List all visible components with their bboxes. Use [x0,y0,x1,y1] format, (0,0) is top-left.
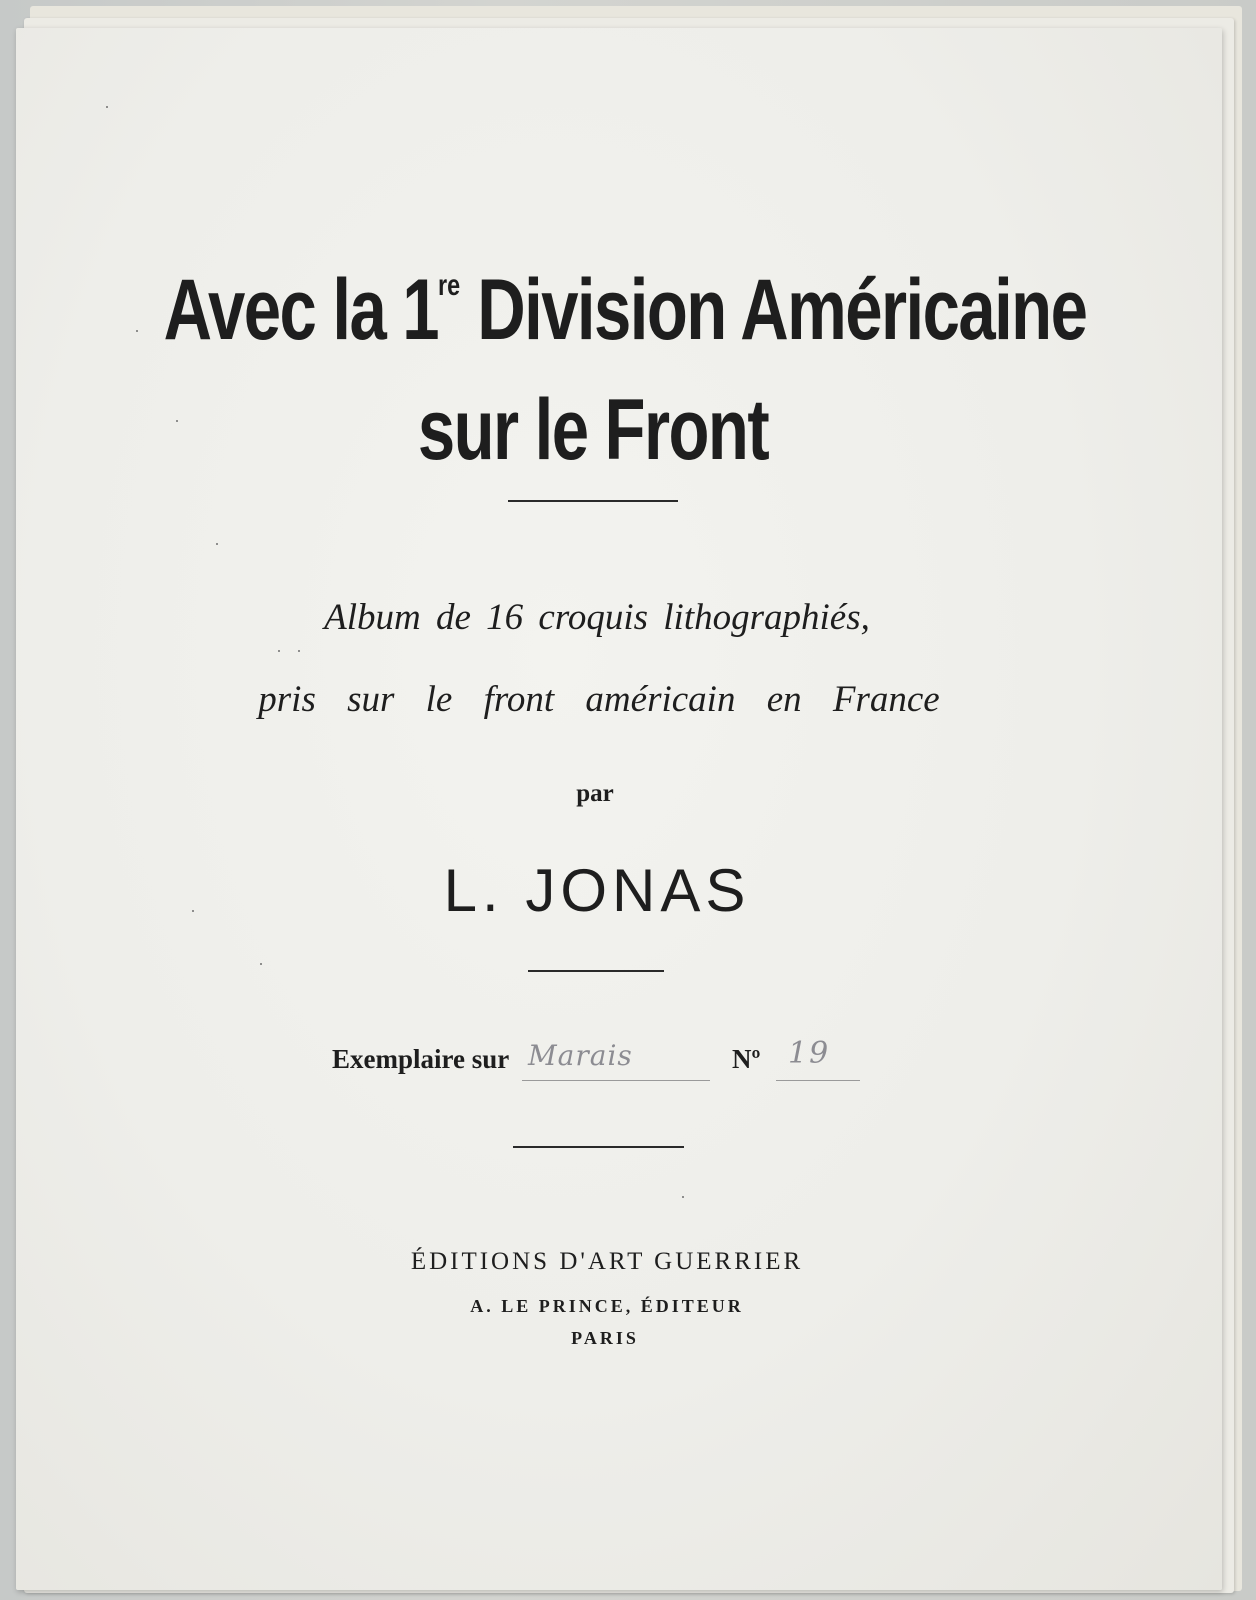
fill-in-line [522,1080,710,1081]
paper-speck [278,650,280,652]
paper-speck [106,106,108,108]
title-line-2: sur le Front [417,382,769,478]
paper-speck [192,910,194,912]
handwritten-paper-type: Marais [528,1039,633,1072]
byline: par [576,780,614,807]
paper-speck [298,650,300,652]
publisher-name: ÉDITIONS D'ART GUERRIER [410,1248,804,1275]
author-name: L. JONAS [443,857,751,924]
ordinal-superscript: re [438,269,461,302]
paper-speck [176,420,178,422]
divider-rule [513,1146,684,1148]
fill-in-line [776,1080,860,1081]
paper-speck [216,543,218,545]
paper-speck [136,330,138,332]
subtitle-line-1: Album de 16 croquis lithographiés, [324,597,870,638]
subtitle-line-2: pris sur le front américain en France [258,679,940,720]
title-page [16,28,1222,1590]
copy-paper-label: Exemplaire sur [332,1044,510,1074]
publisher-editor: A. LE PRINCE, ÉDITEUR [470,1296,744,1316]
publisher-city: PARIS [571,1328,639,1348]
paper-speck [260,963,262,965]
handwritten-copy-number: 19 [788,1036,831,1071]
divider-rule [528,970,664,972]
paper-speck [682,1196,684,1198]
divider-rule [508,500,678,502]
title-line-1: Avec la 1re Division Américaine [163,262,1087,358]
copy-number-label: Nº [732,1044,761,1074]
